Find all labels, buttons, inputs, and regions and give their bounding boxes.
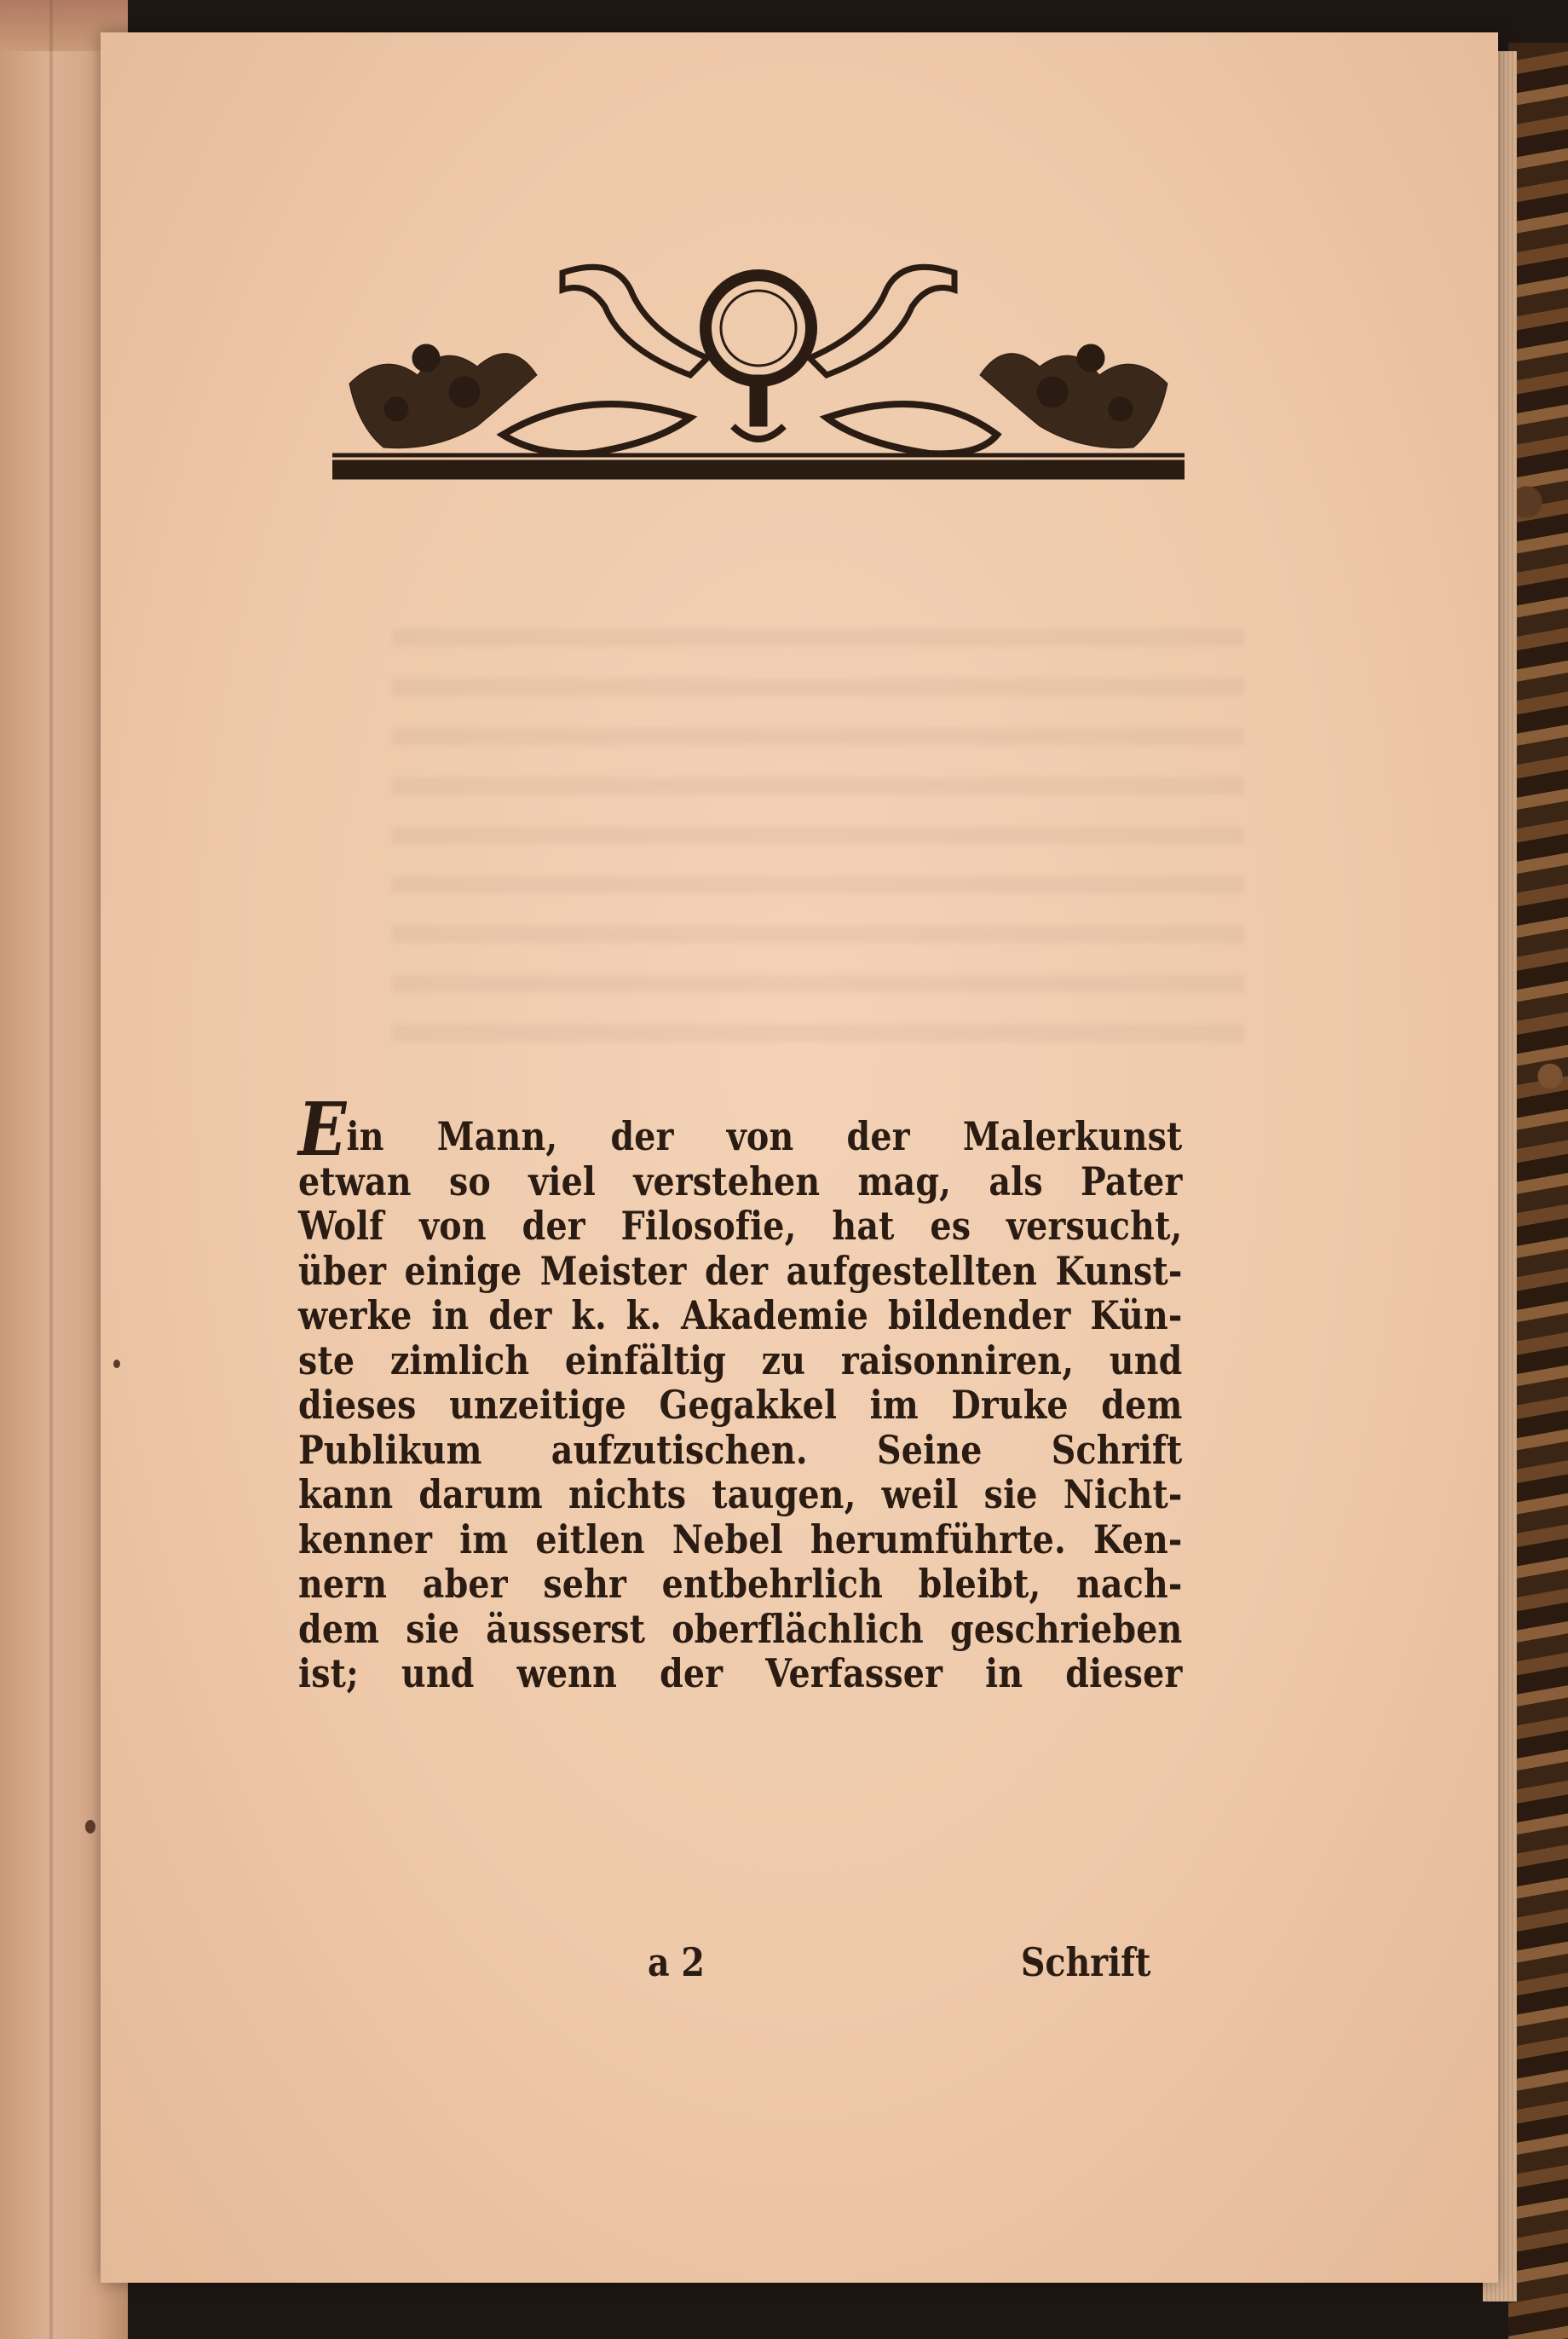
catchword: Schrift bbox=[1020, 1939, 1150, 1985]
text-line: werke in der k. k. Akademie bildender Kün- bbox=[298, 1292, 1183, 1338]
marbled-book-edge bbox=[1508, 43, 1568, 2339]
text-line: kann darum nichts taugen, weil sie Nicht- bbox=[298, 1471, 1183, 1517]
signature-mark: a 2 bbox=[648, 1939, 705, 1985]
text-line: nern aber sehr entbehrlich bleibt, nach- bbox=[298, 1561, 1183, 1607]
text-line: Wolf von der Filosofie, hat es versucht, bbox=[298, 1203, 1183, 1249]
text-line: Publikum aufzutischen. Seine Schrift bbox=[298, 1426, 1183, 1473]
text-line: Ein Mann, der von der Malerkunst bbox=[298, 1087, 1183, 1173]
text-line: ist; und wenn der Verfasser in dieser bbox=[298, 1650, 1183, 1696]
text-line: dieses unzeitige Gegakkel im Druke dem bbox=[298, 1382, 1183, 1428]
text-line: dem sie äusserst oberflächlich geschrieben bbox=[298, 1605, 1183, 1652]
text-line: über einige Meister der aufgestellten Kunst- bbox=[298, 1247, 1183, 1294]
text-line: ste zimlich einfältig zu raisonniren, und bbox=[298, 1337, 1183, 1383]
body-text bbox=[298, 1087, 1185, 1696]
headpiece-ornament-icon bbox=[332, 256, 1185, 494]
drop-cap-initial: E bbox=[298, 1087, 347, 1173]
bleed-through-text bbox=[392, 597, 1244, 1074]
binding-hole bbox=[113, 1360, 120, 1368]
page-footer bbox=[298, 1939, 1185, 1990]
binding-hole bbox=[85, 1820, 95, 1834]
text-line: etwan so viel verstehen mag, als Pater bbox=[298, 1158, 1183, 1204]
cover-crease bbox=[49, 0, 53, 2339]
text-line: kenner im eitlen Nebel herumführte. Ken- bbox=[298, 1516, 1183, 1562]
